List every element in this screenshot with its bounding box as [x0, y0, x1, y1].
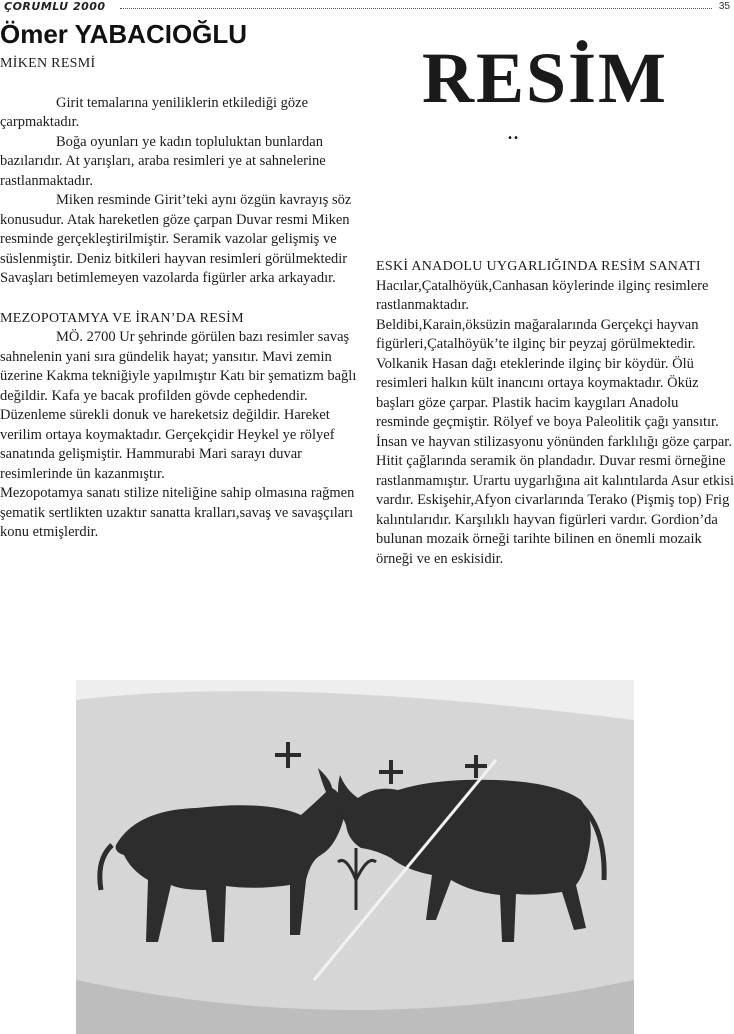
title-mark: ..: [507, 119, 519, 145]
section-heading-mezopotamya: MEZOPOTAMYA VE İRAN’DA RESİM: [0, 310, 244, 326]
paragraph: MÖ. 2700 Ur şehrinde görülen bazı resimler savaş sahnelenin yani sıra gündelik hayat; yansıtır. Mavi zemin üzerine Kakma tekniğiyle yapılmıştır Katı bir şematizm bağlı değildir. Kafa ye bacak profilden gövde cephedendir. Düzenleme sürekli donuk ve hareketsiz değildir. Hareket verilim ortaya koymaktadır. Gerçekçidir Heykel ye rölyef sanatında gelişmiştir. Hammurabi Mari sarayı duvar resimlerinde ün kazanmıştır.: [0, 329, 357, 482]
section-heading-anadolu: ESKİ ANADOLU UYGARLIĞINDA RESİM SANATI: [376, 259, 701, 274]
page-number: 35: [718, 1, 730, 12]
paragraph: Beldibi,Karain,öksüzin mağaralarında Gerçekçi hayvan figürleri,Çatalhöyük’te ilginç bir peyzaj görülmektedir. Volkanik Hasan dağı eteklerinde ilginç bir köydür. Ölü resimleri halkın kült inancını ortaya koymaktadır. Öküz başları göze çarpar. Plastik hacim kaygıları Anadolu resminde geçmiştir. Rölyef ve boya Paleolitik çağı yansıtır. İnsan ve hayvan stilizasyonu yönünden farklılığı göze çarpar. Hitit çağlarında seramik ön plandadır. Duvar resmi örneğine rastlanmamıştır. Urartu uygarlığına ait kalıntılarda Asur etkisi vardır. Eskişehir,Afyon civarlarında Terako (Pişmiş top) Frig kalıntılarıdır. Karşılıklı hayvan figürleri vardır. Gordion’da bulunan mozaik örneği tarihte bilinen en önemli mozaik örneği ve en eskisidir.: [376, 316, 734, 567]
paragraph: Girit temalarına yeniliklerin etkilediği göze çarpmaktadır.: [0, 94, 309, 130]
page-header: [0, 0, 734, 16]
magazine-brand: ÇORUMLU 2000: [4, 0, 106, 13]
vase-painting-image: [76, 680, 634, 1034]
paragraph: Miken resminde Girit’teki aynı özgün kavrayış söz konusudur. Atak hareketlen göze çarpan Duvar resmi Miken resminde gerçekleştirilmiştir. Seramik vazolar gelişmiş ve süslenmiştir. Deniz bitkileri hayvan resimleri görülmektedir Savaşları betimlemeyen vazolarda figürler arka arkayadır.: [0, 192, 352, 286]
author-name: Ömer YABACIOĞLU: [0, 19, 248, 49]
header-dotted-leader: [120, 8, 712, 9]
spacer: [0, 289, 365, 309]
left-column: [0, 54, 365, 543]
spacer: [0, 74, 365, 94]
bull-vase-illustration: [76, 680, 634, 1034]
section-heading-miken: MİKEN RESMİ: [0, 56, 96, 71]
paragraph: Hacılar,Çatalhöyük,Canhasan köylerinde ilginç resimlere rastlanmaktadır.: [376, 277, 709, 313]
page-title: RESİM: [421, 38, 669, 118]
right-column: [376, 257, 734, 569]
paragraph: Boğa oyunları ye kadın topluluktan bunlardan bazılarıdır. At yarışları, araba resimleri ye at sahnelerine rastlanmaktadır.: [0, 133, 326, 189]
paragraph: Mezopotamya sanatı stilize niteliğine sahip olmasına rağmen şematik sertlikten uzaktır sanatta kralları,savaş ve savaşçıları konu etmişlerdir.: [0, 485, 355, 540]
